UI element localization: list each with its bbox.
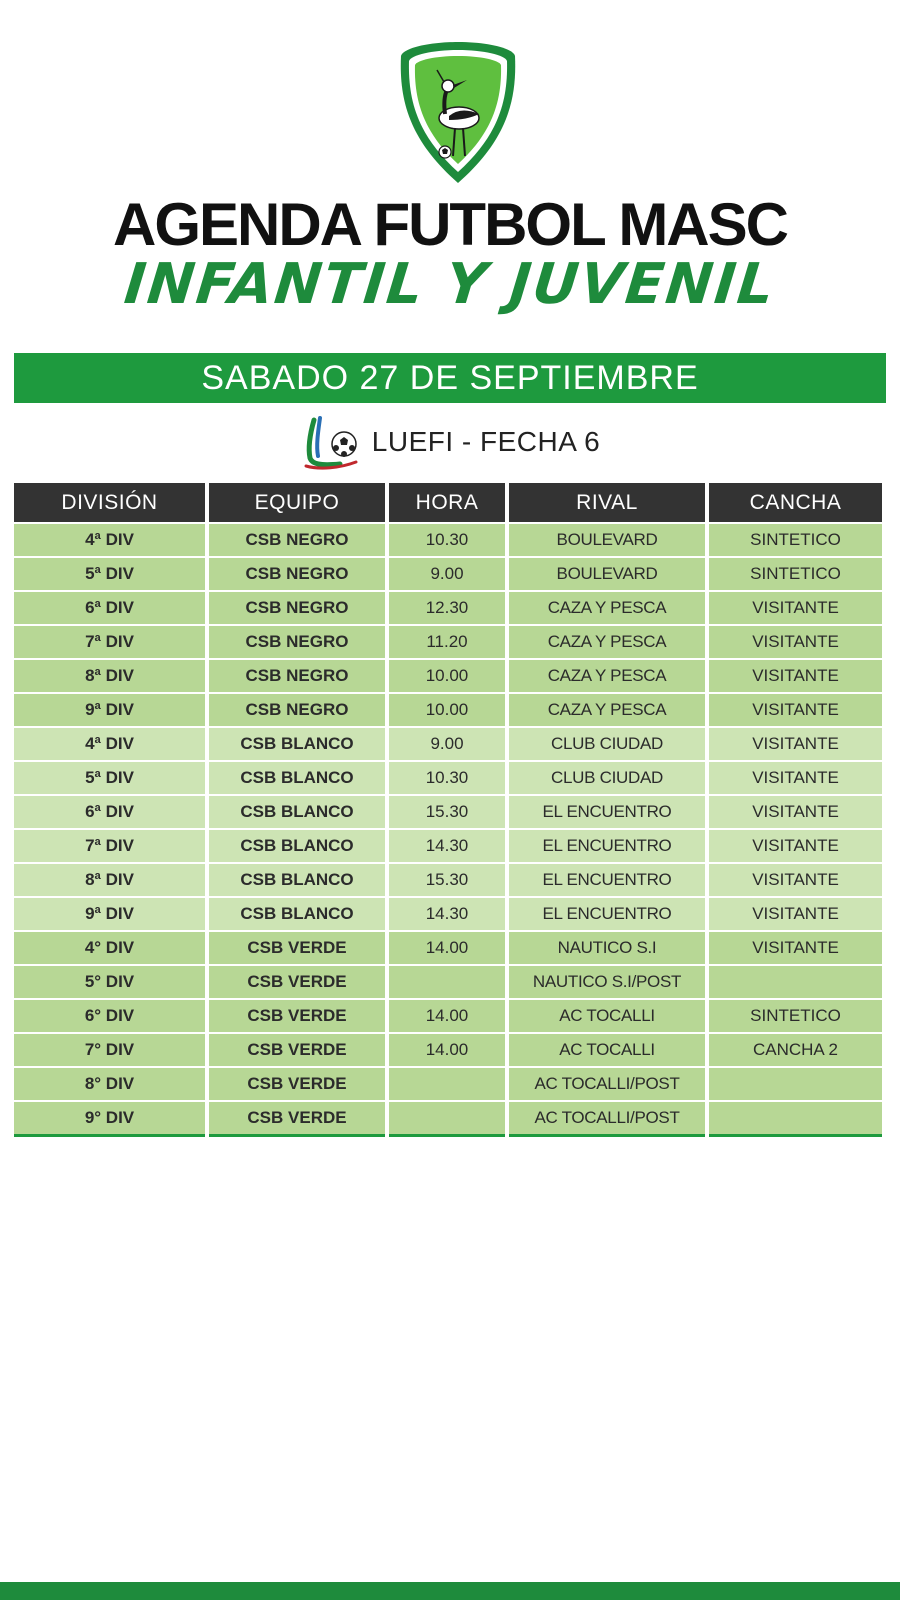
time-cell: 15.30	[389, 864, 505, 898]
page-title: AGENDA FUTBOL MASC	[113, 191, 787, 258]
division-cell: 9° DIV	[14, 1102, 205, 1137]
table-row	[14, 694, 882, 728]
time-cell: 12.30	[389, 592, 505, 626]
rival-cell: NAUTICO S.I	[509, 932, 705, 966]
table-header-row	[14, 483, 882, 524]
table-row	[14, 1102, 882, 1137]
table-row	[14, 728, 882, 762]
rival-cell: NAUTICO S.I/POST	[509, 966, 705, 1000]
rival-cell: CAZA Y PESCA	[509, 660, 705, 694]
division-cell: 5ª DIV	[14, 558, 205, 592]
court-cell: SINTETICO	[709, 1000, 882, 1034]
rival-cell: CLUB CIUDAD	[509, 728, 705, 762]
rival-cell: CAZA Y PESCA	[509, 694, 705, 728]
court-cell: VISITANTE	[709, 592, 882, 626]
team-cell: CSB VERDE	[209, 1000, 385, 1034]
rival-cell: AC TOCALLI/POST	[509, 1068, 705, 1102]
division-cell: 8ª DIV	[14, 864, 205, 898]
table-row	[14, 524, 882, 558]
table-row	[14, 1034, 882, 1068]
table-row	[14, 762, 882, 796]
time-cell: 10.00	[389, 660, 505, 694]
court-cell: VISITANTE	[709, 626, 882, 660]
division-cell: 4ª DIV	[14, 524, 205, 558]
team-cell: CSB NEGRO	[209, 524, 385, 558]
division-cell: 6° DIV	[14, 1000, 205, 1034]
rival-cell: AC TOCALLI	[509, 1000, 705, 1034]
court-cell: VISITANTE	[709, 796, 882, 830]
time-cell	[389, 1102, 505, 1137]
club-crest-bird-icon	[397, 40, 519, 185]
division-cell: 4ª DIV	[14, 728, 205, 762]
team-cell: CSB BLANCO	[209, 796, 385, 830]
rival-cell: CAZA Y PESCA	[509, 592, 705, 626]
time-cell: 14.00	[389, 932, 505, 966]
rival-cell: EL ENCUENTRO	[509, 898, 705, 932]
schedule-body	[14, 524, 882, 1137]
team-cell: CSB BLANCO	[209, 830, 385, 864]
team-cell: CSB BLANCO	[209, 898, 385, 932]
table-row	[14, 864, 882, 898]
table-row	[14, 626, 882, 660]
division-cell: 6ª DIV	[14, 592, 205, 626]
table-row	[14, 660, 882, 694]
column-header-time: HORA	[389, 483, 505, 524]
team-cell: CSB NEGRO	[209, 694, 385, 728]
court-cell: VISITANTE	[709, 898, 882, 932]
court-cell: VISITANTE	[709, 660, 882, 694]
division-cell: 9ª DIV	[14, 898, 205, 932]
division-cell: 6ª DIV	[14, 796, 205, 830]
court-cell: VISITANTE	[709, 864, 882, 898]
team-cell: CSB BLANCO	[209, 728, 385, 762]
team-cell: CSB NEGRO	[209, 626, 385, 660]
time-cell: 9.00	[389, 728, 505, 762]
rival-cell: AC TOCALLI	[509, 1034, 705, 1068]
division-cell: 5° DIV	[14, 966, 205, 1000]
page-subtitle: INFANTIL Y JUVENIL	[121, 252, 779, 317]
rival-cell: EL ENCUENTRO	[509, 830, 705, 864]
time-cell: 9.00	[389, 558, 505, 592]
court-cell: SINTETICO	[709, 558, 882, 592]
division-cell: 8° DIV	[14, 1068, 205, 1102]
table-row	[14, 1068, 882, 1102]
court-cell: VISITANTE	[709, 830, 882, 864]
column-header-rival: RIVAL	[509, 483, 705, 524]
time-cell: 14.30	[389, 830, 505, 864]
time-cell	[389, 966, 505, 1000]
table-row	[14, 1000, 882, 1034]
team-cell: CSB VERDE	[209, 966, 385, 1000]
time-cell: 14.30	[389, 898, 505, 932]
column-header-division: DIVISIÓN	[14, 483, 205, 524]
table-row	[14, 592, 882, 626]
division-cell: 7° DIV	[14, 1034, 205, 1068]
team-cell: CSB NEGRO	[209, 592, 385, 626]
team-cell: CSB VERDE	[209, 1102, 385, 1137]
court-cell: VISITANTE	[709, 932, 882, 966]
team-cell: CSB BLANCO	[209, 762, 385, 796]
rival-cell: BOULEVARD	[509, 524, 705, 558]
table-row	[14, 830, 882, 864]
court-cell: SINTETICO	[709, 524, 882, 558]
division-cell: 4° DIV	[14, 932, 205, 966]
date-banner: SABADO 27 DE SEPTIEMBRE	[14, 353, 886, 403]
court-cell: VISITANTE	[709, 728, 882, 762]
rival-cell: EL ENCUENTRO	[509, 864, 705, 898]
time-cell: 10.30	[389, 524, 505, 558]
court-cell	[709, 966, 882, 1000]
time-cell: 11.20	[389, 626, 505, 660]
time-cell: 10.30	[389, 762, 505, 796]
rival-cell: AC TOCALLI/POST	[509, 1102, 705, 1137]
court-cell	[709, 1102, 882, 1137]
team-cell: CSB VERDE	[209, 1034, 385, 1068]
table-row	[14, 966, 882, 1000]
team-cell: CSB VERDE	[209, 932, 385, 966]
court-cell: VISITANTE	[709, 694, 882, 728]
time-cell: 14.00	[389, 1000, 505, 1034]
league-title: LUEFI - FECHA 6	[371, 426, 601, 457]
team-cell: CSB NEGRO	[209, 558, 385, 592]
footer-bar	[0, 1582, 900, 1600]
table-row	[14, 796, 882, 830]
team-cell: CSB NEGRO	[209, 660, 385, 694]
luefi-logo-icon	[300, 414, 362, 470]
team-cell: CSB BLANCO	[209, 864, 385, 898]
division-cell: 5ª DIV	[14, 762, 205, 796]
team-cell: CSB VERDE	[209, 1068, 385, 1102]
division-cell: 7ª DIV	[14, 830, 205, 864]
court-cell	[709, 1068, 882, 1102]
table-row	[14, 898, 882, 932]
column-header-court: CANCHA	[709, 483, 882, 524]
time-cell: 15.30	[389, 796, 505, 830]
division-cell: 8ª DIV	[14, 660, 205, 694]
court-cell: VISITANTE	[709, 762, 882, 796]
court-cell: CANCHA 2	[709, 1034, 882, 1068]
rival-cell: BOULEVARD	[509, 558, 705, 592]
schedule-table	[10, 483, 886, 1137]
rival-cell: EL ENCUENTRO	[509, 796, 705, 830]
time-cell	[389, 1068, 505, 1102]
rival-cell: CLUB CIUDAD	[509, 762, 705, 796]
table-row	[14, 932, 882, 966]
division-cell: 9ª DIV	[14, 694, 205, 728]
time-cell: 10.00	[389, 694, 505, 728]
division-cell: 7ª DIV	[14, 626, 205, 660]
time-cell: 14.00	[389, 1034, 505, 1068]
column-header-team: EQUIPO	[209, 483, 385, 524]
rival-cell: CAZA Y PESCA	[509, 626, 705, 660]
league-heading	[0, 414, 900, 470]
table-row	[14, 558, 882, 592]
